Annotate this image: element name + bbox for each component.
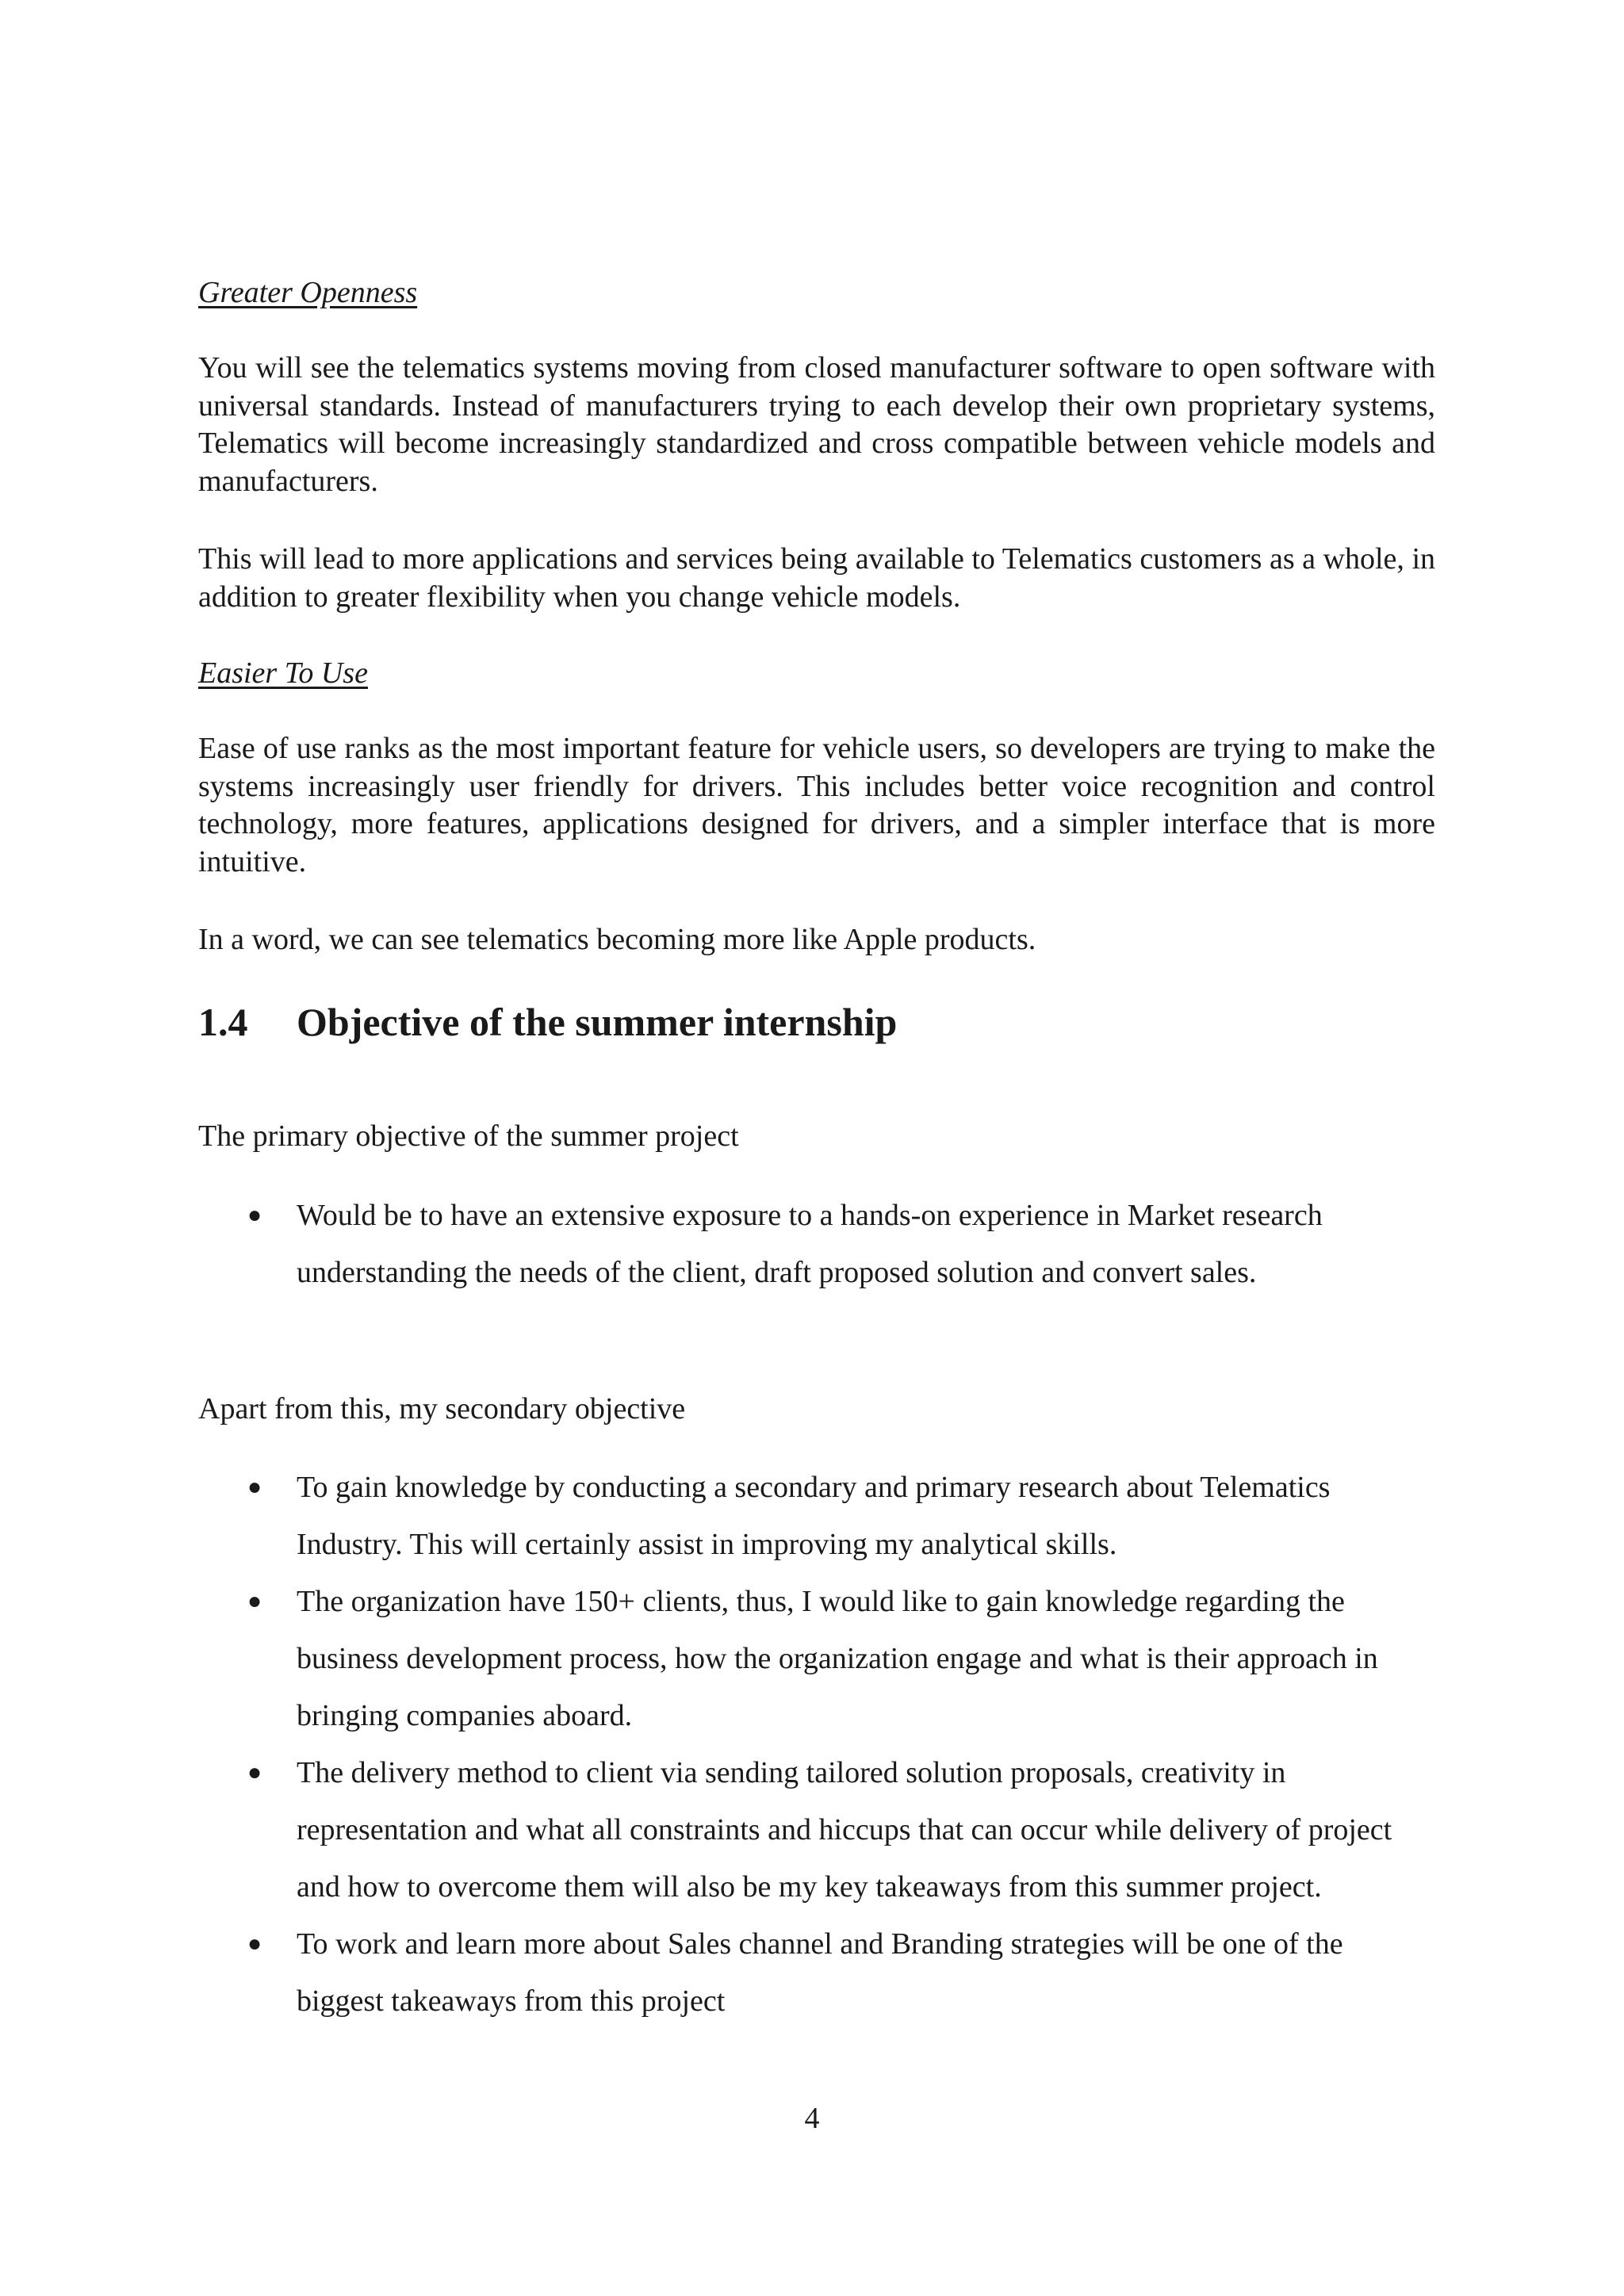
list-item	[198, 1744, 1435, 1915]
secondary-objective-intro: Apart from this, my secondary objective	[198, 1392, 686, 1425]
subheading-greater-openness: Greater Openness	[198, 276, 418, 309]
secondary-objective-list	[198, 1459, 1435, 2030]
bullet-icon: ●	[247, 1931, 262, 1957]
paragraph-openness-2: This will lead to more applications and services being available to Telematics customers as a whole, in addition to greater flexibility when you change vehicle models.	[198, 542, 1435, 614]
paragraph-openness-1: You will see the telematics systems moving from closed manufacturer software to open software with universal standards. Instead of manufacturers trying to each develop their own proprietary systems, Telematics will become increasingly standardized and cross compatible between vehicle models and manufacturers.	[198, 351, 1435, 498]
list-item-text: Would be to have an extensive exposure to a hands-on experience in Market research understanding the needs of the client, draft proposed solution and convert sales.	[297, 1199, 1323, 1289]
bullet-icon: ●	[247, 1202, 262, 1228]
primary-objective-list	[198, 1187, 1435, 1301]
list-item	[198, 1915, 1435, 2030]
paragraph-ease-1: Ease of use ranks as the most important feature for vehicle users, so developers are trying to make the systems increasingly user friendly for drivers. This includes better voice recognition and control technology, more features, applications designed for drivers, and a simpler interface that is more intuitive.	[198, 732, 1435, 878]
subheading-easier-to-use: Easier To Use	[198, 656, 368, 690]
list-item-text: The organization have 150+ clients, thus, I would like to gain knowledge regarding the business development process, how the organization engage and what is their approach in bringing companies aboard.	[297, 1585, 1378, 1732]
list-item	[198, 1573, 1435, 1744]
primary-objective-intro: The primary objective of the summer project	[198, 1119, 739, 1153]
list-item	[198, 1459, 1435, 1573]
list-item-text: The delivery method to client via sending tailored solution proposals, creativity in representation and what all constraints and hiccups that can occur while delivery of project and how to overcome them will also be my key takeaways from this summer project.	[297, 1756, 1392, 1904]
list-item	[198, 1187, 1435, 1301]
bullet-icon: ●	[247, 1588, 262, 1614]
paragraph-ease-2: In a word, we can see telematics becoming more like Apple products.	[198, 923, 1036, 956]
section-heading	[198, 998, 897, 1046]
list-item-text: To work and learn more about Sales channel and Branding strategies will be one of the biggest takeaways from this project	[297, 1927, 1343, 2018]
bullet-icon: ●	[247, 1474, 262, 1500]
section-number: 1.4	[198, 1000, 248, 1044]
section-title: Objective of the summer internship	[297, 1000, 898, 1044]
bullet-icon: ●	[247, 1759, 262, 1785]
page-number: 4	[804, 2102, 820, 2135]
list-item-text: To gain knowledge by conducting a secondary and primary research about Telematics Industry. This will certainly assist in improving my analytical skills.	[297, 1471, 1331, 1561]
